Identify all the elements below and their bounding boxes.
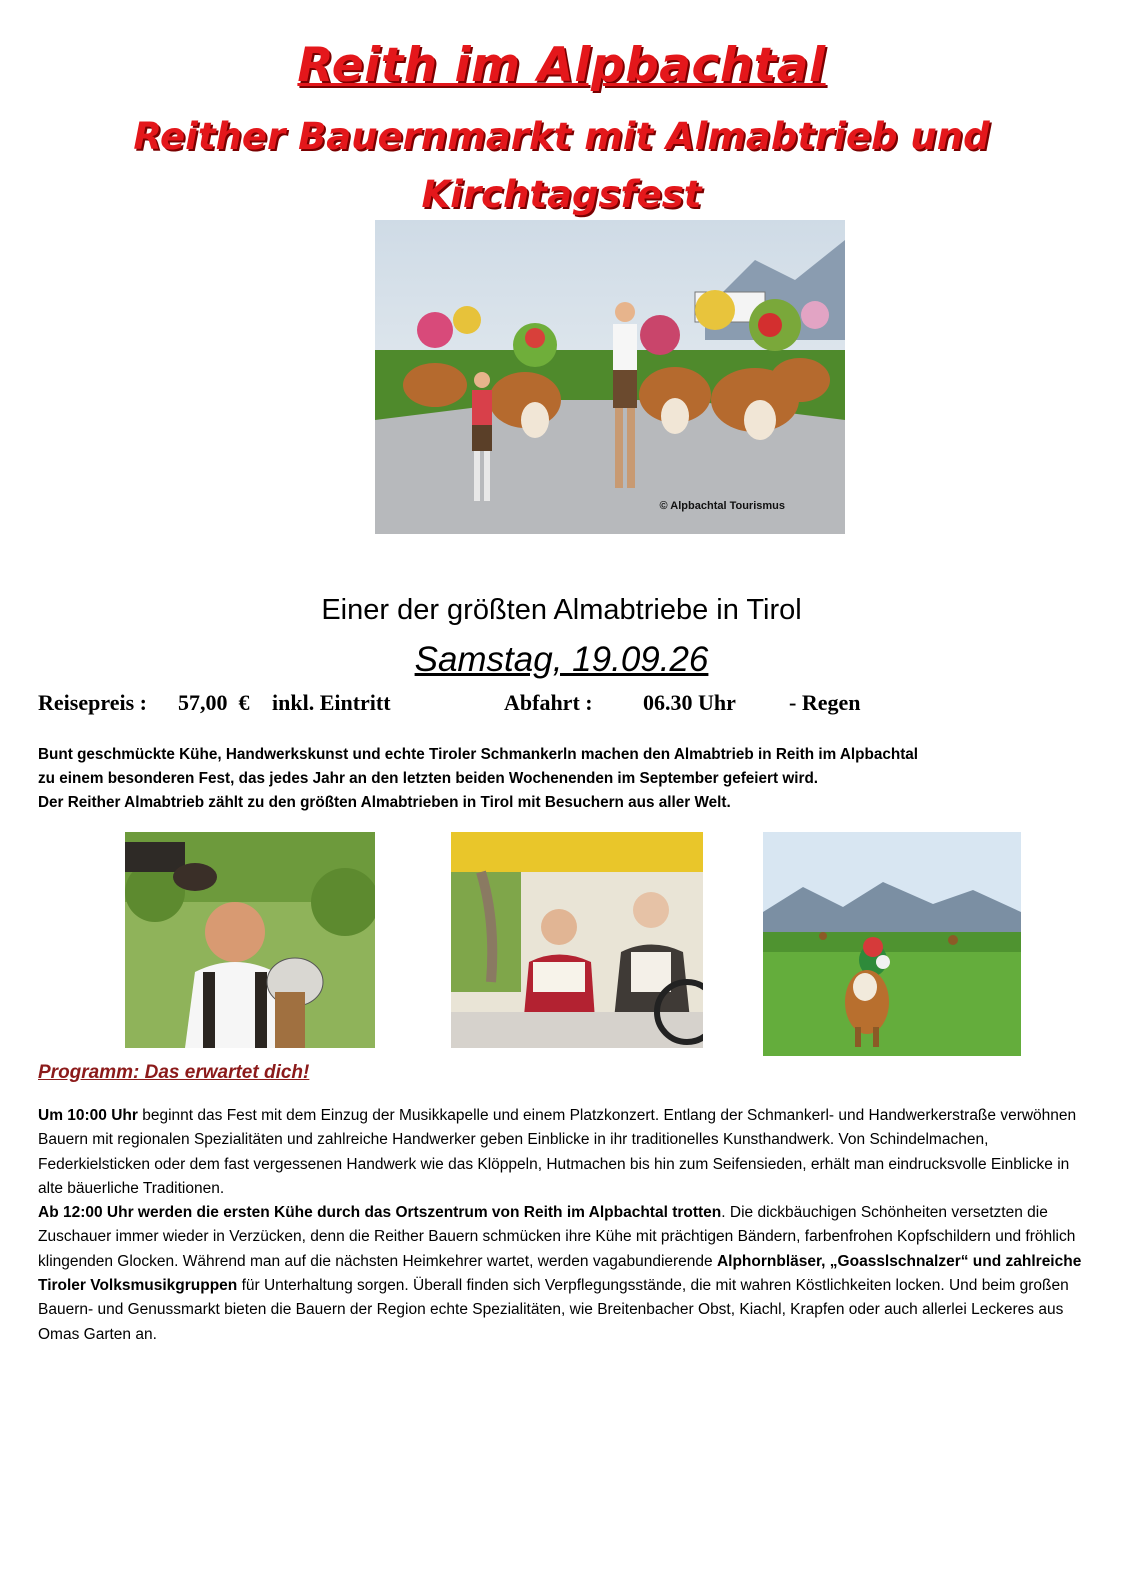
- program-heading: Programm: Das erwartet dich!: [38, 1062, 310, 1083]
- women-spinning-photo: [451, 832, 703, 1048]
- craftsman-photo: [125, 832, 375, 1048]
- departure-label: Abfahrt :: [504, 690, 593, 715]
- program-time-1: Um 10:00 Uhr: [38, 1107, 138, 1124]
- program-text-2a: . Die dickbäuchigen Schönheiten versetzten die Zuschauer immer wieder in Verzücken, denn die Reither Bauern schmücken ihre Kühe mit prächtigen Bändern, farbenfrohen Kopfschildern und fröhlich klingenden Glocken. Während man auf die nächsten Heimkehrer wartet, werden vagabundierende: [38, 1204, 1076, 1270]
- program-text-1: beginnt das Fest mit dem Einzug der Musikkapelle und einem Platzkonzert. Entlang der Schmankerl- und Handwerkerstraße verwöhnen Bauern mit regionalen Spezialitäten und zahlreiche Handwerker geben Einblicke in ihr traditionelles Kunsthandwerk. Von Schindelmachen, Federkielsticken oder dem fast vergessenen Handwerk wie das Klöppeln, Hutmachen bis hin zum Seifensieden, erhält man eindrucksvolle Einblicke in alte bäuerliche Traditionen.: [38, 1107, 1077, 1197]
- intro-line: Bunt geschmückte Kühe, Handwerkskunst und echte Tiroler Schmankerln machen den Almabtrieb in Reith im Alpbachtal: [38, 746, 919, 763]
- departure-place: - Regen: [789, 690, 861, 715]
- event-title-line2: Kirchtagsfest: [421, 173, 702, 216]
- event-date: Samstag, 19.09.26: [414, 640, 709, 679]
- program-paragraph-1: [38, 1104, 1088, 1201]
- cattle-drive-photo: [375, 220, 845, 534]
- event-tagline: Einer der größten Almabtriebe in Tirol: [321, 594, 802, 626]
- event-title: [0, 108, 1123, 224]
- photo-credit: © Alpbachtal Tourismus: [659, 500, 785, 512]
- price-label: Reisepreis :: [38, 690, 147, 715]
- event-title-line1: Reither Bauernmarkt mit Almabtrieb und: [133, 115, 990, 158]
- intro-line: Der Reither Almabtrieb zählt zu den größten Almabtrieben in Tirol mit Besuchern aus aller Welt.: [38, 794, 731, 811]
- price-value: 57,00 €: [178, 690, 250, 715]
- page-title: Reith im Alpbachtal: [297, 38, 826, 93]
- program-highlight: Alphornbläser, „Goasslschnalzer“ und zahlreiche Tiroler Volksmusikgruppen: [38, 1252, 1082, 1295]
- program-time-2: Ab 12:00 Uhr werden die ersten Kühe durch das Ortszentrum von Reith im Alpbachtal trotten: [38, 1204, 722, 1222]
- program-paragraph-2: [38, 1201, 1088, 1347]
- decorated-cow-photo: [763, 832, 1021, 1056]
- program-text: [38, 1104, 1088, 1347]
- departure-time: 06.30 Uhr: [643, 690, 736, 715]
- program-text-2b: für Unterhaltung sorgen. Überall finden sich Verpflegungsstände, die mit wahren Köstlichkeiten locken. Und beim großen Bauern- und Genussmarkt bieten die Bauern der Region echte Spezialitäten, wie Breitenbacher Obst, Kiachl, Krapfen oder auch allerlei Leckeres aus Omas Garten an.: [38, 1277, 1069, 1343]
- intro-line: zu einem besonderen Fest, das jedes Jahr an den letzten beiden Wochenenden im September gefeiert wird.: [38, 770, 819, 787]
- intro-text: [38, 743, 1088, 815]
- price-note: inkl. Eintritt: [272, 690, 391, 715]
